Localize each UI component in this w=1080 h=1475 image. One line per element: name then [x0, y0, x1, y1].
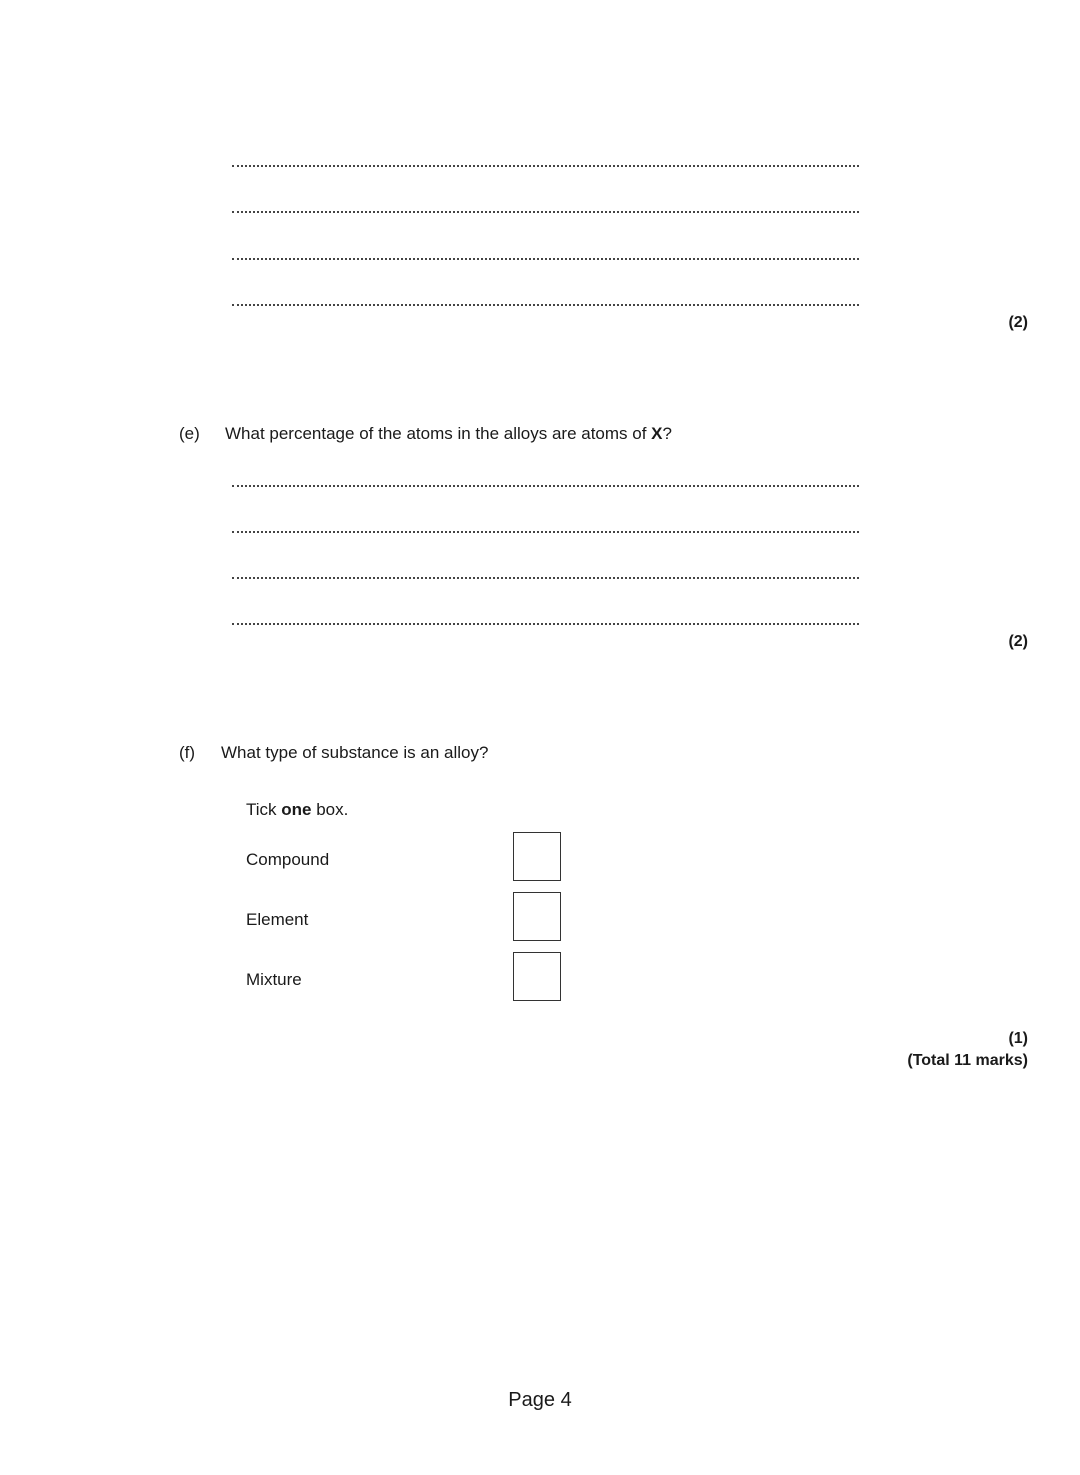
- total-marks: (Total 11 marks): [907, 1052, 1028, 1069]
- question-e-marks: (2): [1008, 633, 1028, 650]
- question-e-number: (e): [179, 424, 200, 443]
- answer-line[interactable]: [232, 304, 859, 306]
- tickbox-element[interactable]: [513, 892, 561, 941]
- question-f-text: What type of substance is an alloy?: [221, 743, 489, 762]
- answer-line[interactable]: [232, 531, 859, 533]
- tickbox-compound[interactable]: [513, 832, 561, 881]
- question-d-marks: (2): [1008, 314, 1028, 331]
- answer-line[interactable]: [232, 623, 859, 625]
- question-e-text-bold: X: [651, 424, 663, 443]
- page-number: Page 4: [508, 1389, 572, 1411]
- question-e-text: [225, 424, 672, 444]
- answer-line[interactable]: [232, 577, 859, 579]
- answer-line[interactable]: [232, 485, 859, 487]
- question-f-instruction: [246, 800, 348, 820]
- answer-line[interactable]: [232, 165, 859, 167]
- answer-line[interactable]: [232, 258, 859, 260]
- answer-line[interactable]: [232, 211, 859, 213]
- question-f-marks: (1): [1008, 1030, 1028, 1047]
- tickbox-mixture[interactable]: [513, 952, 561, 1001]
- question-f-number: (f): [179, 743, 196, 762]
- instruction-bold: one: [281, 800, 312, 819]
- option-label-compound: Compound: [246, 850, 330, 869]
- question-e-text-before: What percentage of the atoms in the alloys are atoms of: [225, 424, 652, 443]
- instruction-before: Tick: [246, 800, 282, 819]
- instruction-after: box.: [311, 800, 349, 819]
- option-label-mixture: Mixture: [246, 970, 302, 989]
- option-label-element: Element: [246, 910, 309, 929]
- question-e-text-after: ?: [662, 424, 672, 443]
